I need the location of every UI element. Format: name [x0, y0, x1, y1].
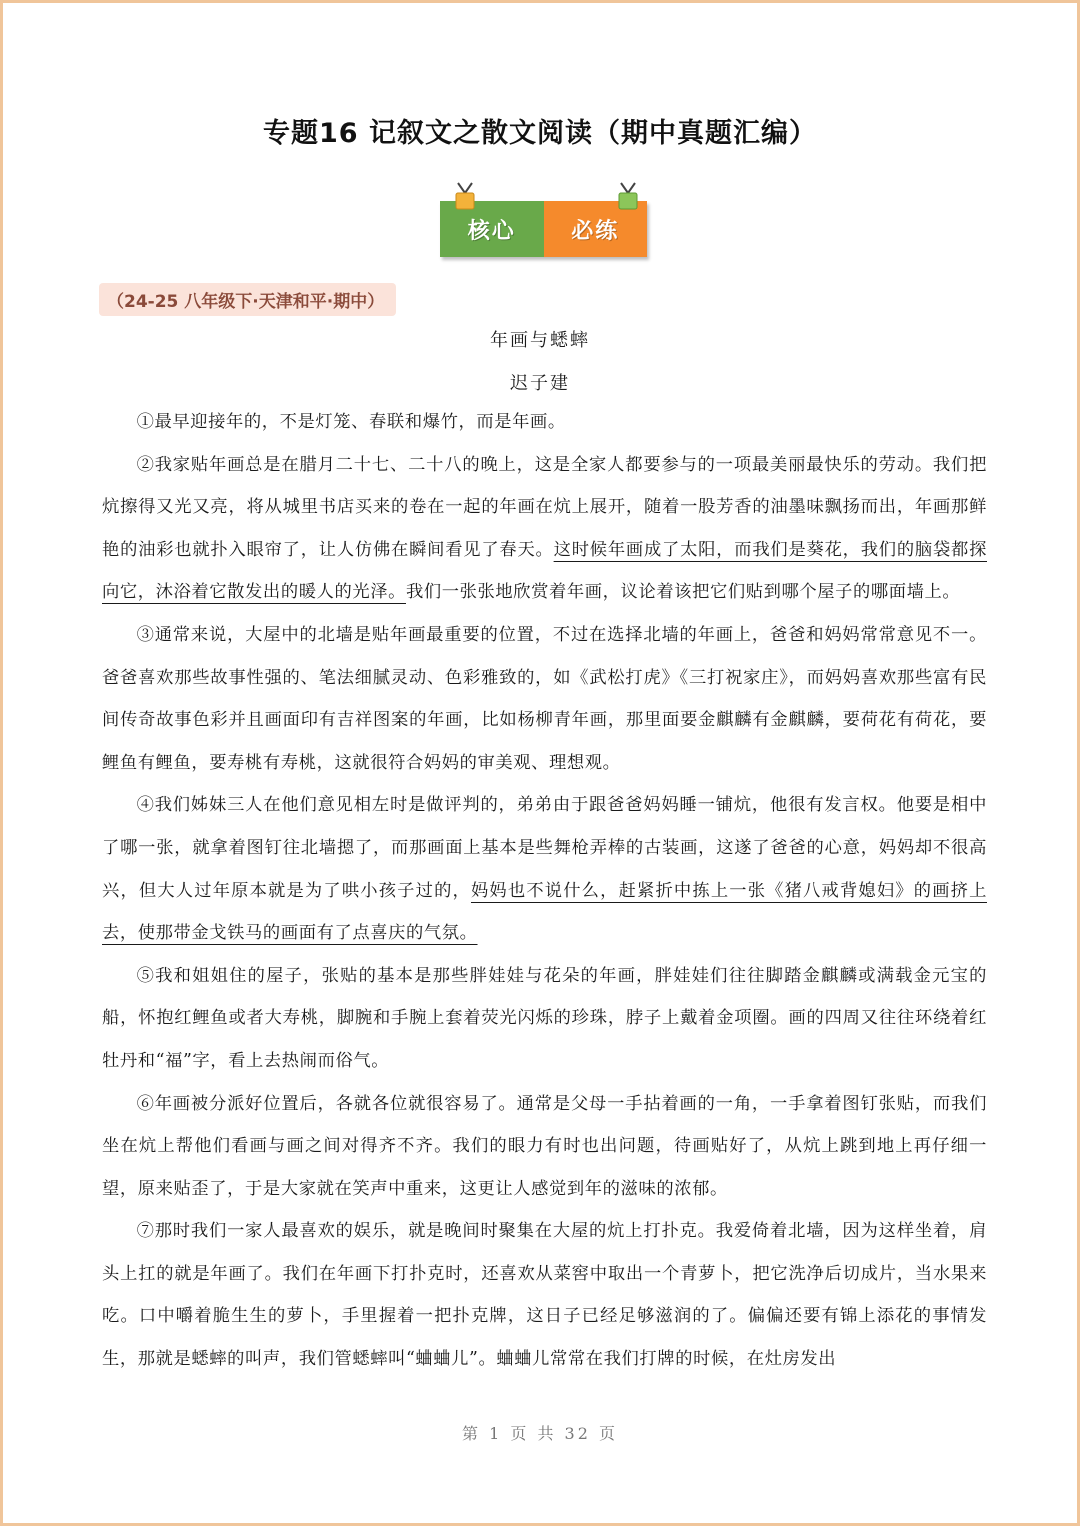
paragraph-2 — [102, 444, 987, 614]
section-badge — [440, 201, 647, 257]
paragraph-4-text-a: ④我们姊妹三人在他们意见相左时是做评判的，弟弟由于跟爸爸妈妈睡一铺炕，他很有发言权。他要是相中了哪一张，就拿着图钉往北墙摁了，而那画面上基本是些舞枪弄棒的古装画，这遂了爸爸的心意，妈妈却不很高兴，但大人过年原本就是为了哄小孩子过的， — [102, 795, 987, 901]
underlined-sentence: 这时候年画成了太阳，而我们是葵花，我们的脑袋都探向它，沐浴着它散发出的暖人的光泽。 — [102, 539, 987, 603]
document-title: 专题16 记叙文之散文阅读（期中真题汇编） — [263, 118, 817, 149]
essay-author: 迟子建 — [510, 373, 570, 394]
paragraph-1: ①最早迎接年的，不是灯笼、春联和爆竹，而是年画。 — [136, 412, 566, 432]
paragraph-2-text-b: 我们一张张地欣赏着年画，议论着该把它们贴到哪个屋子的哪面墙上。 — [405, 582, 961, 603]
binder-clip-icon — [454, 181, 476, 211]
source-tag: （24-25 八年级下·天津和平·期中） — [99, 283, 396, 316]
paragraph-5: ⑤我和姐姐住的屋子，张贴的基本是那些胖娃娃与花朵的年画，胖娃娃们往往脚踏金麒麟或满载金元宝的船，怀抱红鲤鱼或者大寿桃，脚腕和手腕上套着荧光闪烁的珍珠，脖子上戴着金项圈。画的四周又往往环绕着红牡丹和“福”字，看上去热闹而俗气。 — [102, 965, 987, 1071]
paragraph-7: ⑦那时我们一家人最喜欢的娱乐，就是晚间时聚集在大屋的炕上打扑克。我爱倚着北墙，因为这样坐着，肩头上扛的就是年画了。我们在年画下打扑克时，还喜欢从菜窖中取出一个青萝卜，把它洗净后切成片，当水果来吃。口中嚼着脆生生的萝卜，手里握着一把扑克牌，这日子已经足够滋润的了。偏偏还要有锦上添花的事情发生，那就是蟋蟀的叫声，我们管蟋蟀叫“蛐蛐儿”。蛐蛐儿常常在我们打牌的时候，在灶房发出 — [102, 1221, 987, 1370]
paragraph-3: ③通常来说，大屋中的北墙是贴年画最重要的位置，不过在选择北墙的年画上，爸爸和妈妈常常意见不一。爸爸喜欢那些故事性强的、笔法细腻灵动、色彩雅致的，如《武松打虎》《三打祝家庄》，而妈妈喜欢那些富有民间传奇故事色彩并且画面印有吉祥图案的年画，比如杨柳青年画，那里面要金麒麟有金麒麟，要荷花有荷花，要鲤鱼有鲤鱼，要寿桃有寿桃，这就很符合妈妈的审美观、理想观。 — [102, 624, 987, 773]
paragraph-2-text-a: ②我家贴年画总是在腊月二十七、二十八的晚上，这是全家人都要参与的一项最美丽最快乐的劳动。我们把炕擦得又光又亮，将从城里书店买来的卷在一起的年画在炕上展开，随着一股芳香的油墨味飘扬而出，年画那鲜艳的油彩也就扑入眼帘了，让人仿佛在瞬间看见了春天。 — [102, 454, 987, 560]
paragraph-6: ⑥年画被分派好位置后，各就各位就很容易了。通常是父母一手拈着画的一角，一手拿着图钉张贴，而我们坐在炕上帮他们看画与画之间对得齐不齐。我们的眼力有时也出问题，待画贴好了，从炕上跳到地上再仔细一望，原来贴歪了，于是大家就在笑声中重来，这更让人感觉到年的滋味的浓郁。 — [102, 1093, 987, 1199]
page-footer: 第 1 页 共 32 页 — [462, 1424, 618, 1443]
underlined-sentence: 妈妈也不说什么，赶紧折中拣上一张《猪八戒背媳妇》的画挤上去，使那带金戈铁马的画面有了点喜庆的气氛。 — [102, 880, 987, 944]
badge-practice-label: 必练 — [544, 201, 648, 257]
essay-body — [102, 401, 987, 1381]
binder-clip-icon — [617, 181, 639, 211]
badge-core-label: 核心 — [440, 201, 544, 257]
paragraph-4 — [102, 784, 987, 954]
essay-title: 年画与蟋蟀 — [490, 330, 590, 351]
